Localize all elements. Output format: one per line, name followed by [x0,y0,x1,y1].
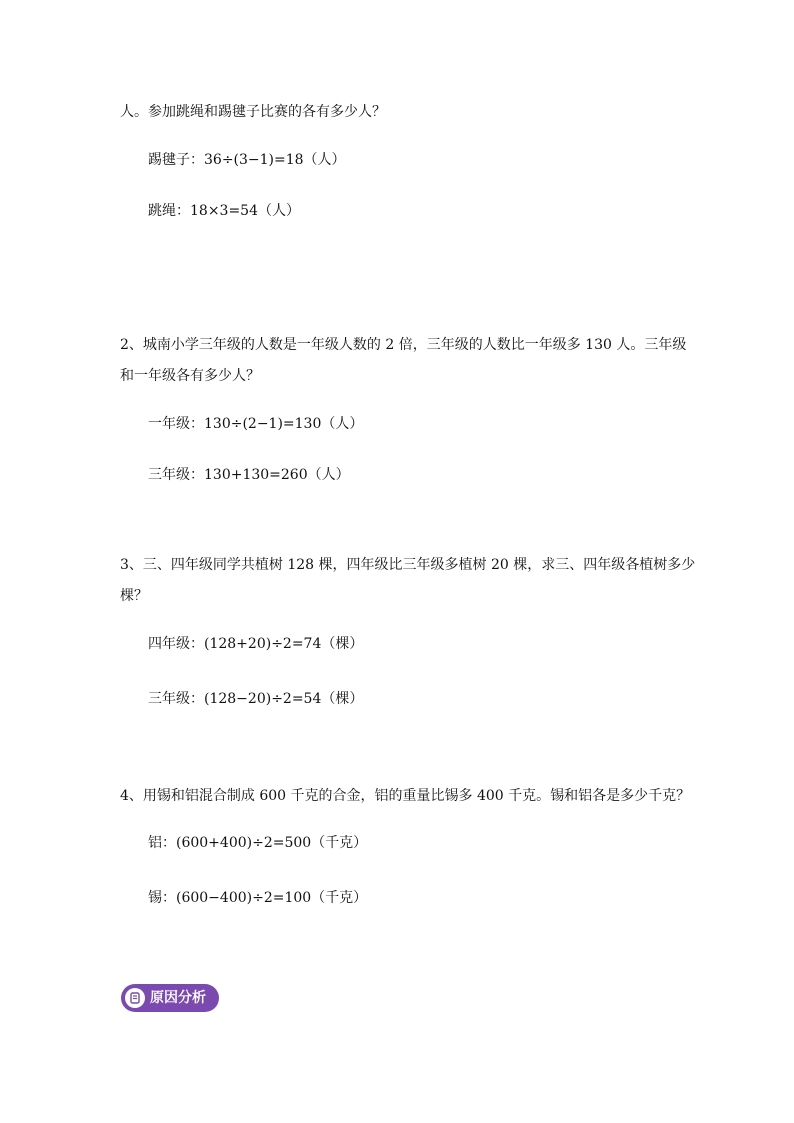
question-text: 2、城南小学三年级的人数是一年级人数的 2 倍，三年级的人数比一年级多 130 人。三年级 [120,337,687,353]
answer-line: 锡：(600−400)÷2=100（千克） [148,890,368,906]
answer-line: 三年级：(128−20)÷2=54（棵） [148,691,364,707]
answer-line: 三年级：130+130=260（人） [148,467,350,483]
answer-line: 跳绳：18×3=54（人） [148,203,300,219]
section-badge-label: 原因分析 [150,990,206,1006]
question-text: 和一年级各有多少人？ [120,368,260,384]
question-text: 棵？ [120,588,148,604]
question-text: 4、用锡和铝混合制成 600 千克的合金，铝的重量比锡多 400 千克。锡和铝各是多少千克？ [120,788,691,804]
document-icon [125,988,145,1008]
answer-line: 四年级：(128+20)÷2=74（棵） [148,636,364,652]
question-text: 人。参加跳绳和踢毽子比赛的各有多少人？ [120,104,386,120]
question-text: 3、三、四年级同学共植树 128 棵，四年级比三年级多植树 20 棵，求三、四年级各植树多少 [120,557,696,573]
answer-line: 一年级：130÷(2−1)=130（人） [148,416,364,432]
answer-line: 铝：(600+400)÷2=500（千克） [148,835,368,851]
answer-line: 踢毽子：36÷(3−1)=18（人） [148,152,346,168]
section-badge [121,984,219,1012]
